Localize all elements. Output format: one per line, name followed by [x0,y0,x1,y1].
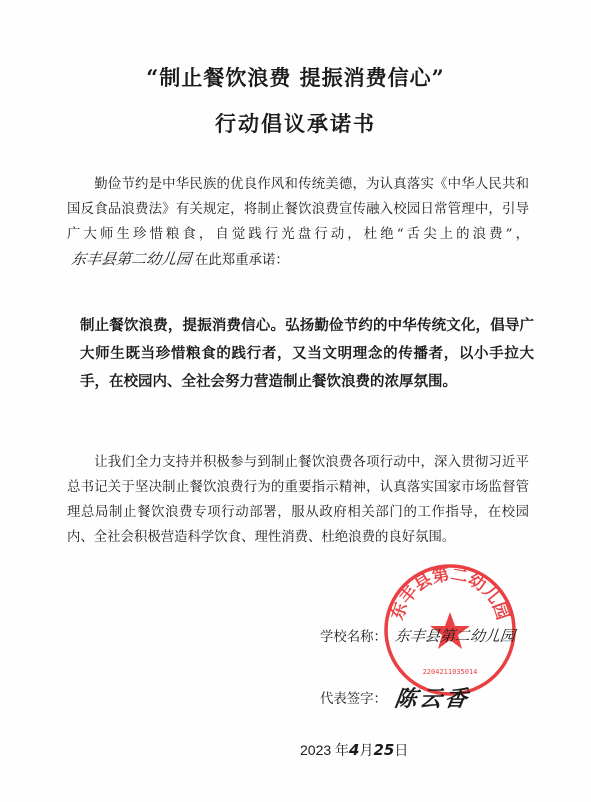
date-year: 2023 年 [300,742,350,758]
date-month-suffix: 月 [359,742,374,758]
handwritten-school-name: 东丰县第二幼儿园 [70,250,193,268]
representative-label: 代表签字： [320,692,387,707]
date-day-suffix: 日 [394,742,409,758]
document-title-line1: “制止餐饮浪费 提振消费信心” [146,65,445,90]
school-name-label: 学校名称： [320,630,387,645]
document-date [300,740,408,760]
representative-row [320,682,470,713]
document-title-line2: 行动倡议承诺书 [215,111,376,136]
seal-code: 2204211035014 [422,668,478,676]
intro-text-end: 在此郑重承诺： [195,253,289,268]
paragraph-intro [67,172,529,273]
handwritten-representative-signature: 陈云香 [392,687,472,712]
seal-arc-textpath: 东丰县第二幼儿园 [387,564,513,623]
school-name-row [320,625,515,646]
intro-text: 勤俭节约是中华民族的优良作风和传统美德，为认真落实《中华人民共和国反食品浪费法》有关规定，将制止餐饮浪费宣传融入校园日常管理中，引导广大师生珍惜粮食，自觉践行光盘行动，杜绝“舌尖上的浪费”， [67,177,529,242]
handwritten-school-signature: 东丰县第二幼儿园 [393,627,516,645]
date-day: 25 [373,741,395,759]
date-month: 4 [349,741,360,759]
paragraph-action [67,450,529,550]
action-text: 让我们全力支持并积极参与到制止餐饮浪费各项行动中，深入贯彻习近平总书记关于坚决制止餐饮浪费行为的重要指示精神，认真落实国家市场监督管理总局制止餐饮浪费专项行动部署，服从政府相关部门的工作指导，在校园内、全社会积极营造科学饮食、理性消费、杜绝浪费的良好氛围。 [67,455,529,545]
pledge-text: 制止餐饮浪费，提振消费信心。弘扬勤俭节约的中华传统文化，倡导广大师生既当珍惜粮食的践行者，又当文明理念的传播者，以小手拉大手，在校园内、全社会努力营造制止餐饮浪费的浓厚氛围。 [80,318,534,390]
paragraph-pledge [80,312,534,396]
